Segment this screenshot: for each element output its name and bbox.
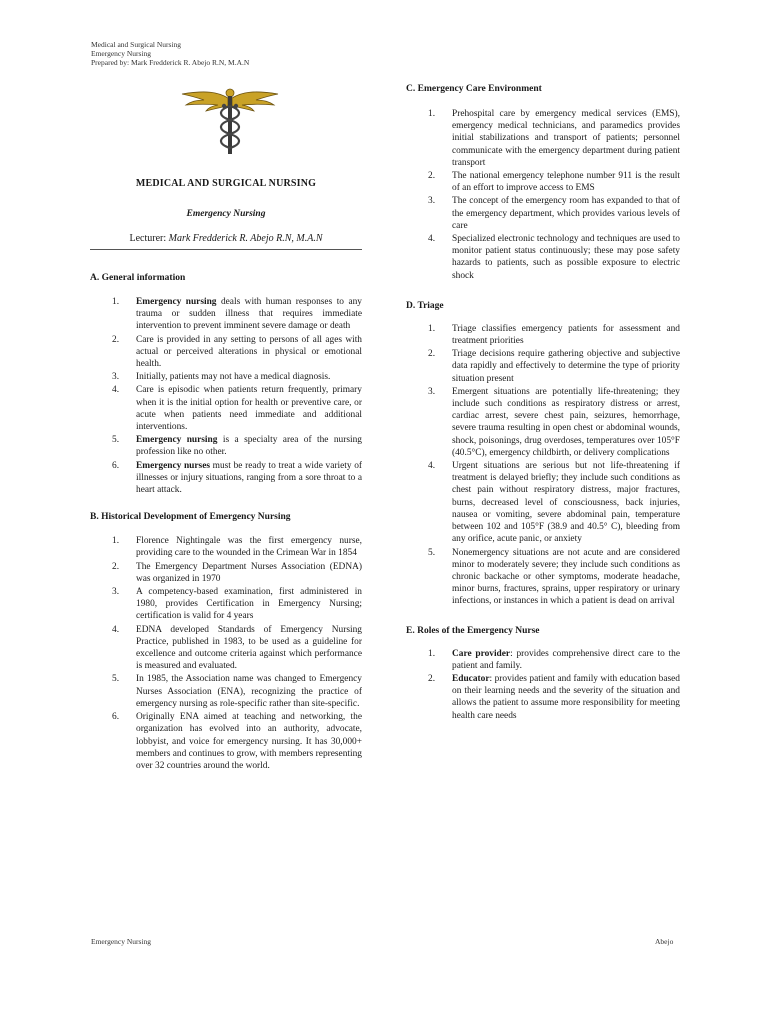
lecturer-line bbox=[90, 233, 362, 250]
caduceus-icon bbox=[178, 84, 282, 156]
list-item: 1. Prehospital care by emergency medical services (EMS), emergency medical technicians, and paramedics provides initial stabilizations and transport of patients; personnel communicate with the emergency department during patient transport bbox=[428, 109, 680, 168]
list-item: 3. Emergent situations are potentially life-threatening; they include such conditions as respiratory distress or arrest, cardiac arrest, severe chest pain, seizures, hemorrhage, severe trauma resulting in open chest or abdominal wounds, shock, poisonings, drug overdoses, temperatures over 105°F (40.5°C), emergency childbirth, or delivery complications bbox=[428, 386, 680, 458]
list-item: 2. The Emergency Department Nurses Association (EDNA) was organized in 1970 bbox=[112, 561, 362, 584]
list-item: 2. Care is provided in any setting to persons of all ages with actual or perceived alterations in physical or emotional health. bbox=[112, 334, 362, 370]
list-item: 3. The concept of the emergency room has expanded to that of the emergency department, which provides various levels of care bbox=[428, 196, 680, 231]
list-general-information bbox=[90, 296, 362, 496]
list-item: 4. EDNA developed Standards of Emergency Nursing Practice, published in 1983, to be used as a guideline for excellence and outcome criteria against which performance is measured and evaluated. bbox=[112, 624, 362, 672]
header-course: Medical and Surgical Nursing bbox=[91, 40, 182, 49]
list-item: 1. Triage classifies emergency patients for assessment and treatment priorities bbox=[428, 323, 680, 347]
left-column bbox=[90, 178, 362, 773]
list-item: 4. Specialized electronic technology and techniques are used to monitor patient status continuously; these may pose safety hazards to patients, such as possible exposure to electric shock bbox=[428, 234, 680, 281]
running-header bbox=[91, 40, 249, 67]
list-item: 5. Nonemergency situations are not acute and are considered minor to moderately severe; they include such conditions as chronic backache or other symptoms, moderate headache, minor burns, fractures, sprains, upper respiratory or urinary infections, or instances in which a patient is dead on arrival bbox=[428, 547, 680, 607]
list-item: 2. Educator: provides patient and family with education based on their learning needs and the severity of the situation and allows the patient to assume more responsibility for meeting health care needs bbox=[428, 673, 680, 721]
list-item: 1. Emergency nursing deals with human responses to any trauma or sudden illness that requires immediate intervention to prevent imminent severe damage or death bbox=[112, 297, 362, 332]
section-heading-b: B. Historical Development of Emergency Nursing bbox=[90, 512, 291, 523]
list-roles-emergency-nurse bbox=[406, 648, 680, 722]
document-subtitle: Emergency Nursing bbox=[186, 209, 266, 219]
footer-title: Emergency Nursing bbox=[91, 937, 152, 946]
list-item: 6. Emergency nurses must be ready to treat a wide variety of illnesses or injury situations, ranging from a sore throat to a heart attack. bbox=[112, 460, 363, 496]
header-topic: Emergency Nursing bbox=[91, 49, 152, 58]
section-heading-d: D. Triage bbox=[406, 300, 444, 311]
list-triage bbox=[406, 323, 680, 608]
list-historical-development bbox=[90, 535, 362, 772]
right-column bbox=[406, 84, 680, 723]
list-emergency-care-environment bbox=[406, 108, 680, 282]
list-item: 4. Care is episodic when patients return frequently, primary when it is the initial option for health or preventive care, or acute when patients need immediate and additional interventions. bbox=[112, 385, 362, 433]
section-heading-c: C. Emergency Care Environment bbox=[406, 84, 542, 94]
list-item: 5. In 1985, the Association name was changed to Emergency Nurses Association (ENA), recognizing the practice of emergency nursing as role-specific rather than site-specific. bbox=[112, 674, 362, 709]
list-item: 3. Initially, patients may not have a medical diagnosis. bbox=[112, 372, 331, 383]
list-item: 3. A competency-based examination, first administered in 1980, provides Certification in Emergency Nursing; certification is valid for 4 years bbox=[112, 587, 362, 622]
list-item: 5. Emergency nursing is a specialty area of the nursing profession like no other. bbox=[112, 435, 362, 458]
list-item: 2. The national emergency telephone number 911 is the result of an effort to improve access to EMS bbox=[428, 171, 680, 194]
lecturer-name: Mark Fredderick R. Abejo R.N, M.A.N bbox=[168, 233, 323, 244]
section-heading-a: A. General information bbox=[90, 273, 186, 283]
header-author: Prepared by: Mark Fredderick R. Abejo R.N, M.A.N bbox=[91, 58, 250, 67]
list-item: 1. Care provider: provides comprehensive direct care to the patient and family. bbox=[428, 648, 680, 671]
list-item: 6. Originally ENA aimed at teaching and networking, the organization has evolved into an authority, advocate, lobbyist, and voice for emergency nursing. It has 30,000+ members and continues to grow, with members representing over 32 countries around the world. bbox=[112, 712, 362, 771]
list-item: 2. Triage decisions require gathering objective and subjective data rapidly and effectively to determine the type of priority situation present bbox=[428, 349, 680, 384]
list-item: 4. Urgent situations are serious but not life-threatening if treatment is delayed briefly; they include such conditions as chest pain without respiratory distress, major fractures, burns, decreased level of consciousness, back injuries, nausea or vomiting, severe abdominal pain, temperature between 102 and 105°F (38.9 and 40.5° C), bleeding from any orifice, acute panic, or anxiety bbox=[428, 461, 680, 545]
document-title: MEDICAL AND SURGICAL NURSING bbox=[135, 178, 317, 189]
section-heading-e: E. Roles of the Emergency Nurse bbox=[406, 625, 540, 636]
list-item: 1. Florence Nightingale was the first emergency nurse, providing care to the wounded in the Crimean War in 1854 bbox=[112, 536, 362, 559]
lecturer-label: Lecturer: bbox=[129, 233, 167, 244]
footer-author: Abejo bbox=[655, 937, 674, 946]
